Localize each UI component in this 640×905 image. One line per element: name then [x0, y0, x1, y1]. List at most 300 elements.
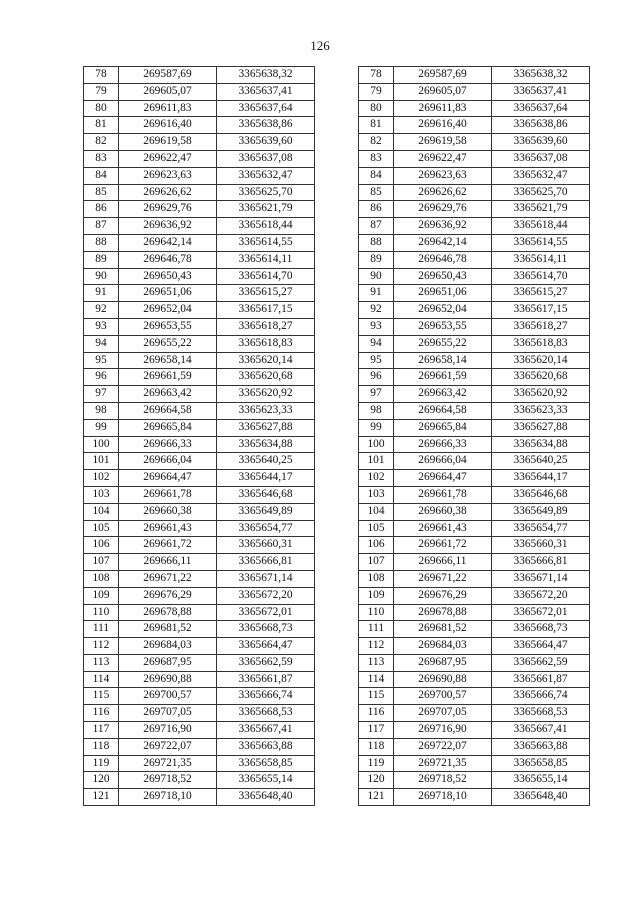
x-coordinate-cell: 269663,42 [119, 386, 217, 403]
y-coordinate-cell: 3365662,59 [217, 654, 315, 671]
point-number-cell: 119 [359, 755, 394, 772]
table-row [84, 772, 315, 789]
table-row [359, 436, 590, 453]
table-row [84, 688, 315, 705]
table-row [359, 234, 590, 251]
point-number-cell: 94 [84, 335, 119, 352]
table-row [84, 554, 315, 571]
x-coordinate-cell: 269661,59 [394, 369, 492, 386]
x-coordinate-cell: 269651,06 [119, 285, 217, 302]
point-number-cell: 92 [84, 302, 119, 319]
y-coordinate-cell: 3365637,08 [492, 150, 590, 167]
y-coordinate-cell: 3365640,25 [217, 453, 315, 470]
table-body-left [84, 67, 315, 806]
point-number-cell: 107 [359, 554, 394, 571]
x-coordinate-cell: 269655,22 [394, 335, 492, 352]
table-row [84, 419, 315, 436]
y-coordinate-cell: 3365620,68 [217, 369, 315, 386]
point-number-cell: 107 [84, 554, 119, 571]
y-coordinate-cell: 3365637,41 [492, 83, 590, 100]
y-coordinate-cell: 3365634,88 [217, 436, 315, 453]
table-row [359, 621, 590, 638]
table-row [84, 587, 315, 604]
y-coordinate-cell: 3365637,64 [217, 100, 315, 117]
x-coordinate-cell: 269658,14 [394, 352, 492, 369]
x-coordinate-cell: 269661,72 [119, 537, 217, 554]
point-number-cell: 109 [359, 587, 394, 604]
table-row [84, 436, 315, 453]
table-row [359, 604, 590, 621]
table-row [84, 302, 315, 319]
y-coordinate-cell: 3365648,40 [492, 789, 590, 806]
table-row [84, 738, 315, 755]
table-row [359, 302, 590, 319]
point-number-cell: 96 [84, 369, 119, 386]
x-coordinate-cell: 269681,52 [119, 621, 217, 638]
x-coordinate-cell: 269663,42 [394, 386, 492, 403]
y-coordinate-cell: 3365663,88 [217, 738, 315, 755]
y-coordinate-cell: 3365672,01 [492, 604, 590, 621]
x-coordinate-cell: 269629,76 [394, 201, 492, 218]
y-coordinate-cell: 3365646,68 [217, 486, 315, 503]
y-coordinate-cell: 3365660,31 [492, 537, 590, 554]
point-number-cell: 89 [359, 251, 394, 268]
point-number-cell: 90 [84, 268, 119, 285]
y-coordinate-cell: 3365666,81 [217, 554, 315, 571]
point-number-cell: 99 [84, 419, 119, 436]
y-coordinate-cell: 3365644,17 [492, 470, 590, 487]
table-row [84, 117, 315, 134]
point-number-cell: 108 [84, 570, 119, 587]
table-row [359, 117, 590, 134]
x-coordinate-cell: 269721,35 [394, 755, 492, 772]
table-row [84, 503, 315, 520]
point-number-cell: 100 [359, 436, 394, 453]
point-number-cell: 121 [359, 789, 394, 806]
point-number-cell: 82 [84, 134, 119, 151]
table-row [359, 587, 590, 604]
y-coordinate-cell: 3365654,77 [492, 520, 590, 537]
point-number-cell: 120 [84, 772, 119, 789]
y-coordinate-cell: 3365668,53 [217, 705, 315, 722]
y-coordinate-cell: 3365648,40 [217, 789, 315, 806]
coordinates-table-left [83, 66, 315, 806]
y-coordinate-cell: 3365618,44 [217, 218, 315, 235]
x-coordinate-cell: 269626,62 [394, 184, 492, 201]
point-number-cell: 98 [359, 402, 394, 419]
x-coordinate-cell: 269651,06 [394, 285, 492, 302]
y-coordinate-cell: 3365618,27 [492, 318, 590, 335]
table-row [359, 352, 590, 369]
point-number-cell: 95 [359, 352, 394, 369]
point-number-cell: 110 [359, 604, 394, 621]
y-coordinate-cell: 3365620,68 [492, 369, 590, 386]
table-row [359, 218, 590, 235]
y-coordinate-cell: 3365655,14 [217, 772, 315, 789]
y-coordinate-cell: 3365614,70 [492, 268, 590, 285]
y-coordinate-cell: 3365664,47 [492, 638, 590, 655]
point-number-cell: 88 [359, 234, 394, 251]
table-row [84, 486, 315, 503]
table-row [84, 318, 315, 335]
table-row [84, 671, 315, 688]
y-coordinate-cell: 3365618,44 [492, 218, 590, 235]
x-coordinate-cell: 269605,07 [394, 83, 492, 100]
y-coordinate-cell: 3365634,88 [492, 436, 590, 453]
coordinates-table-right [358, 66, 590, 806]
point-number-cell: 121 [84, 789, 119, 806]
point-number-cell: 111 [84, 621, 119, 638]
point-number-cell: 95 [84, 352, 119, 369]
x-coordinate-cell: 269690,88 [394, 671, 492, 688]
y-coordinate-cell: 3365632,47 [217, 167, 315, 184]
table-row [359, 251, 590, 268]
y-coordinate-cell: 3365620,92 [217, 386, 315, 403]
x-coordinate-cell: 269619,58 [119, 134, 217, 151]
point-number-cell: 86 [84, 201, 119, 218]
point-number-cell: 93 [84, 318, 119, 335]
table-row [359, 520, 590, 537]
point-number-cell: 83 [84, 150, 119, 167]
table-row [359, 638, 590, 655]
point-number-cell: 112 [359, 638, 394, 655]
point-number-cell: 81 [84, 117, 119, 134]
x-coordinate-cell: 269652,04 [119, 302, 217, 319]
y-coordinate-cell: 3365625,70 [492, 184, 590, 201]
point-number-cell: 93 [359, 318, 394, 335]
x-coordinate-cell: 269666,04 [119, 453, 217, 470]
point-number-cell: 106 [359, 537, 394, 554]
x-coordinate-cell: 269722,07 [119, 738, 217, 755]
y-coordinate-cell: 3365638,32 [492, 67, 590, 84]
point-number-cell: 105 [359, 520, 394, 537]
x-coordinate-cell: 269664,58 [394, 402, 492, 419]
x-coordinate-cell: 269658,14 [119, 352, 217, 369]
x-coordinate-cell: 269666,11 [394, 554, 492, 571]
y-coordinate-cell: 3365621,79 [492, 201, 590, 218]
point-number-cell: 78 [359, 67, 394, 84]
y-coordinate-cell: 3365662,59 [492, 654, 590, 671]
y-coordinate-cell: 3365638,32 [217, 67, 315, 84]
x-coordinate-cell: 269716,90 [394, 722, 492, 739]
x-coordinate-cell: 269661,43 [119, 520, 217, 537]
point-number-cell: 113 [359, 654, 394, 671]
table-row [84, 755, 315, 772]
x-coordinate-cell: 269622,47 [119, 150, 217, 167]
y-coordinate-cell: 3365623,33 [492, 402, 590, 419]
point-number-cell: 81 [359, 117, 394, 134]
table-row [359, 285, 590, 302]
point-number-cell: 88 [84, 234, 119, 251]
table-row [84, 789, 315, 806]
x-coordinate-cell: 269707,05 [119, 705, 217, 722]
x-coordinate-cell: 269636,92 [119, 218, 217, 235]
x-coordinate-cell: 269655,22 [119, 335, 217, 352]
y-coordinate-cell: 3365615,27 [492, 285, 590, 302]
x-coordinate-cell: 269660,38 [394, 503, 492, 520]
point-number-cell: 104 [84, 503, 119, 520]
x-coordinate-cell: 269646,78 [119, 251, 217, 268]
x-coordinate-cell: 269716,90 [119, 722, 217, 739]
table-row [84, 234, 315, 251]
table-row [84, 402, 315, 419]
point-number-cell: 101 [84, 453, 119, 470]
x-coordinate-cell: 269587,69 [119, 67, 217, 84]
y-coordinate-cell: 3365668,53 [492, 705, 590, 722]
y-coordinate-cell: 3365621,79 [217, 201, 315, 218]
table-row [84, 369, 315, 386]
point-number-cell: 110 [84, 604, 119, 621]
y-coordinate-cell: 3365661,87 [217, 671, 315, 688]
y-coordinate-cell: 3365614,55 [217, 234, 315, 251]
table-row [359, 453, 590, 470]
y-coordinate-cell: 3365632,47 [492, 167, 590, 184]
y-coordinate-cell: 3365637,08 [217, 150, 315, 167]
x-coordinate-cell: 269718,10 [394, 789, 492, 806]
point-number-cell: 103 [359, 486, 394, 503]
x-coordinate-cell: 269646,78 [394, 251, 492, 268]
point-number-cell: 99 [359, 419, 394, 436]
table-row [84, 335, 315, 352]
x-coordinate-cell: 269718,52 [394, 772, 492, 789]
point-number-cell: 115 [84, 688, 119, 705]
table-row [84, 150, 315, 167]
x-coordinate-cell: 269665,84 [119, 419, 217, 436]
y-coordinate-cell: 3365614,55 [492, 234, 590, 251]
y-coordinate-cell: 3365623,33 [217, 402, 315, 419]
y-coordinate-cell: 3365658,85 [492, 755, 590, 772]
x-coordinate-cell: 269626,62 [119, 184, 217, 201]
x-coordinate-cell: 269661,43 [394, 520, 492, 537]
y-coordinate-cell: 3365664,47 [217, 638, 315, 655]
point-number-cell: 117 [84, 722, 119, 739]
table-row [84, 470, 315, 487]
point-number-cell: 100 [84, 436, 119, 453]
point-number-cell: 80 [359, 100, 394, 117]
point-number-cell: 102 [359, 470, 394, 487]
point-number-cell: 102 [84, 470, 119, 487]
y-coordinate-cell: 3365655,14 [492, 772, 590, 789]
point-number-cell: 118 [359, 738, 394, 755]
point-number-cell: 116 [359, 705, 394, 722]
table-row [84, 654, 315, 671]
y-coordinate-cell: 3365620,14 [217, 352, 315, 369]
x-coordinate-cell: 269664,47 [394, 470, 492, 487]
x-coordinate-cell: 269700,57 [119, 688, 217, 705]
table-row [84, 638, 315, 655]
table-row [84, 285, 315, 302]
point-number-cell: 105 [84, 520, 119, 537]
table-row [84, 251, 315, 268]
y-coordinate-cell: 3365671,14 [492, 570, 590, 587]
x-coordinate-cell: 269687,95 [119, 654, 217, 671]
x-coordinate-cell: 269650,43 [394, 268, 492, 285]
y-coordinate-cell: 3365646,68 [492, 486, 590, 503]
x-coordinate-cell: 269690,88 [119, 671, 217, 688]
table-row [359, 83, 590, 100]
point-number-cell: 86 [359, 201, 394, 218]
point-number-cell: 87 [84, 218, 119, 235]
y-coordinate-cell: 3365617,15 [217, 302, 315, 319]
table-row [359, 201, 590, 218]
table-row [359, 369, 590, 386]
point-number-cell: 98 [84, 402, 119, 419]
x-coordinate-cell: 269676,29 [394, 587, 492, 604]
point-number-cell: 94 [359, 335, 394, 352]
point-number-cell: 120 [359, 772, 394, 789]
table-row [84, 537, 315, 554]
point-number-cell: 112 [84, 638, 119, 655]
table-row [84, 520, 315, 537]
y-coordinate-cell: 3365614,11 [492, 251, 590, 268]
y-coordinate-cell: 3365627,88 [492, 419, 590, 436]
y-coordinate-cell: 3365661,87 [492, 671, 590, 688]
x-coordinate-cell: 269653,55 [119, 318, 217, 335]
table-row [359, 789, 590, 806]
x-coordinate-cell: 269665,84 [394, 419, 492, 436]
table-row [359, 184, 590, 201]
x-coordinate-cell: 269666,33 [394, 436, 492, 453]
table-row [359, 100, 590, 117]
y-coordinate-cell: 3365618,83 [492, 335, 590, 352]
table-row [359, 486, 590, 503]
x-coordinate-cell: 269666,04 [394, 453, 492, 470]
table-row [359, 335, 590, 352]
table-row [84, 100, 315, 117]
x-coordinate-cell: 269622,47 [394, 150, 492, 167]
point-number-cell: 104 [359, 503, 394, 520]
point-number-cell: 101 [359, 453, 394, 470]
point-number-cell: 84 [84, 167, 119, 184]
table-row [359, 537, 590, 554]
table-row [359, 772, 590, 789]
y-coordinate-cell: 3365627,88 [217, 419, 315, 436]
table-row [84, 604, 315, 621]
y-coordinate-cell: 3365649,89 [492, 503, 590, 520]
table-row [359, 671, 590, 688]
table-row [359, 318, 590, 335]
y-coordinate-cell: 3365672,01 [217, 604, 315, 621]
table-row [359, 268, 590, 285]
point-number-cell: 90 [359, 268, 394, 285]
x-coordinate-cell: 269707,05 [394, 705, 492, 722]
point-number-cell: 114 [84, 671, 119, 688]
x-coordinate-cell: 269605,07 [119, 83, 217, 100]
y-coordinate-cell: 3365672,20 [492, 587, 590, 604]
y-coordinate-cell: 3365667,41 [492, 722, 590, 739]
y-coordinate-cell: 3365618,27 [217, 318, 315, 335]
y-coordinate-cell: 3365637,64 [492, 100, 590, 117]
point-number-cell: 117 [359, 722, 394, 739]
y-coordinate-cell: 3365649,89 [217, 503, 315, 520]
point-number-cell: 111 [359, 621, 394, 638]
x-coordinate-cell: 269650,43 [119, 268, 217, 285]
table-row [359, 554, 590, 571]
x-coordinate-cell: 269700,57 [394, 688, 492, 705]
point-number-cell: 91 [84, 285, 119, 302]
y-coordinate-cell: 3365638,86 [492, 117, 590, 134]
table-row [84, 570, 315, 587]
y-coordinate-cell: 3365660,31 [217, 537, 315, 554]
point-number-cell: 80 [84, 100, 119, 117]
point-number-cell: 78 [84, 67, 119, 84]
x-coordinate-cell: 269616,40 [119, 117, 217, 134]
y-coordinate-cell: 3365618,83 [217, 335, 315, 352]
point-number-cell: 87 [359, 218, 394, 235]
table-row [84, 201, 315, 218]
x-coordinate-cell: 269666,33 [119, 436, 217, 453]
y-coordinate-cell: 3365663,88 [492, 738, 590, 755]
table-row [359, 654, 590, 671]
x-coordinate-cell: 269678,88 [119, 604, 217, 621]
point-number-cell: 97 [359, 386, 394, 403]
y-coordinate-cell: 3365658,85 [217, 755, 315, 772]
x-coordinate-cell: 269722,07 [394, 738, 492, 755]
table-row [84, 453, 315, 470]
table-row [84, 705, 315, 722]
table-row [359, 402, 590, 419]
point-number-cell: 103 [84, 486, 119, 503]
table-row [84, 218, 315, 235]
table-row [359, 755, 590, 772]
x-coordinate-cell: 269678,88 [394, 604, 492, 621]
x-coordinate-cell: 269684,03 [394, 638, 492, 655]
y-coordinate-cell: 3365637,41 [217, 83, 315, 100]
table-row [359, 722, 590, 739]
point-number-cell: 79 [359, 83, 394, 100]
x-coordinate-cell: 269653,55 [394, 318, 492, 335]
table-row [84, 67, 315, 84]
point-number-cell: 109 [84, 587, 119, 604]
table-body-right [359, 67, 590, 806]
x-coordinate-cell: 269661,59 [119, 369, 217, 386]
y-coordinate-cell: 3365654,77 [217, 520, 315, 537]
x-coordinate-cell: 269664,47 [119, 470, 217, 487]
table-row [359, 470, 590, 487]
x-coordinate-cell: 269623,63 [119, 167, 217, 184]
table-row [359, 150, 590, 167]
y-coordinate-cell: 3365672,20 [217, 587, 315, 604]
x-coordinate-cell: 269611,83 [119, 100, 217, 117]
y-coordinate-cell: 3365620,14 [492, 352, 590, 369]
x-coordinate-cell: 269661,78 [394, 486, 492, 503]
y-coordinate-cell: 3365617,15 [492, 302, 590, 319]
y-coordinate-cell: 3365638,86 [217, 117, 315, 134]
x-coordinate-cell: 269587,69 [394, 67, 492, 84]
x-coordinate-cell: 269687,95 [394, 654, 492, 671]
point-number-cell: 115 [359, 688, 394, 705]
x-coordinate-cell: 269642,14 [119, 234, 217, 251]
x-coordinate-cell: 269629,76 [119, 201, 217, 218]
point-number-cell: 119 [84, 755, 119, 772]
y-coordinate-cell: 3365625,70 [217, 184, 315, 201]
point-number-cell: 85 [359, 184, 394, 201]
table-row [359, 67, 590, 84]
table-row [84, 83, 315, 100]
x-coordinate-cell: 269642,14 [394, 234, 492, 251]
table-row [84, 722, 315, 739]
y-coordinate-cell: 3365640,25 [492, 453, 590, 470]
x-coordinate-cell: 269664,58 [119, 402, 217, 419]
x-coordinate-cell: 269661,72 [394, 537, 492, 554]
table-row [359, 570, 590, 587]
table-row [359, 688, 590, 705]
x-coordinate-cell: 269676,29 [119, 587, 217, 604]
y-coordinate-cell: 3365666,74 [492, 688, 590, 705]
table-row [359, 503, 590, 520]
table-row [84, 268, 315, 285]
point-number-cell: 85 [84, 184, 119, 201]
